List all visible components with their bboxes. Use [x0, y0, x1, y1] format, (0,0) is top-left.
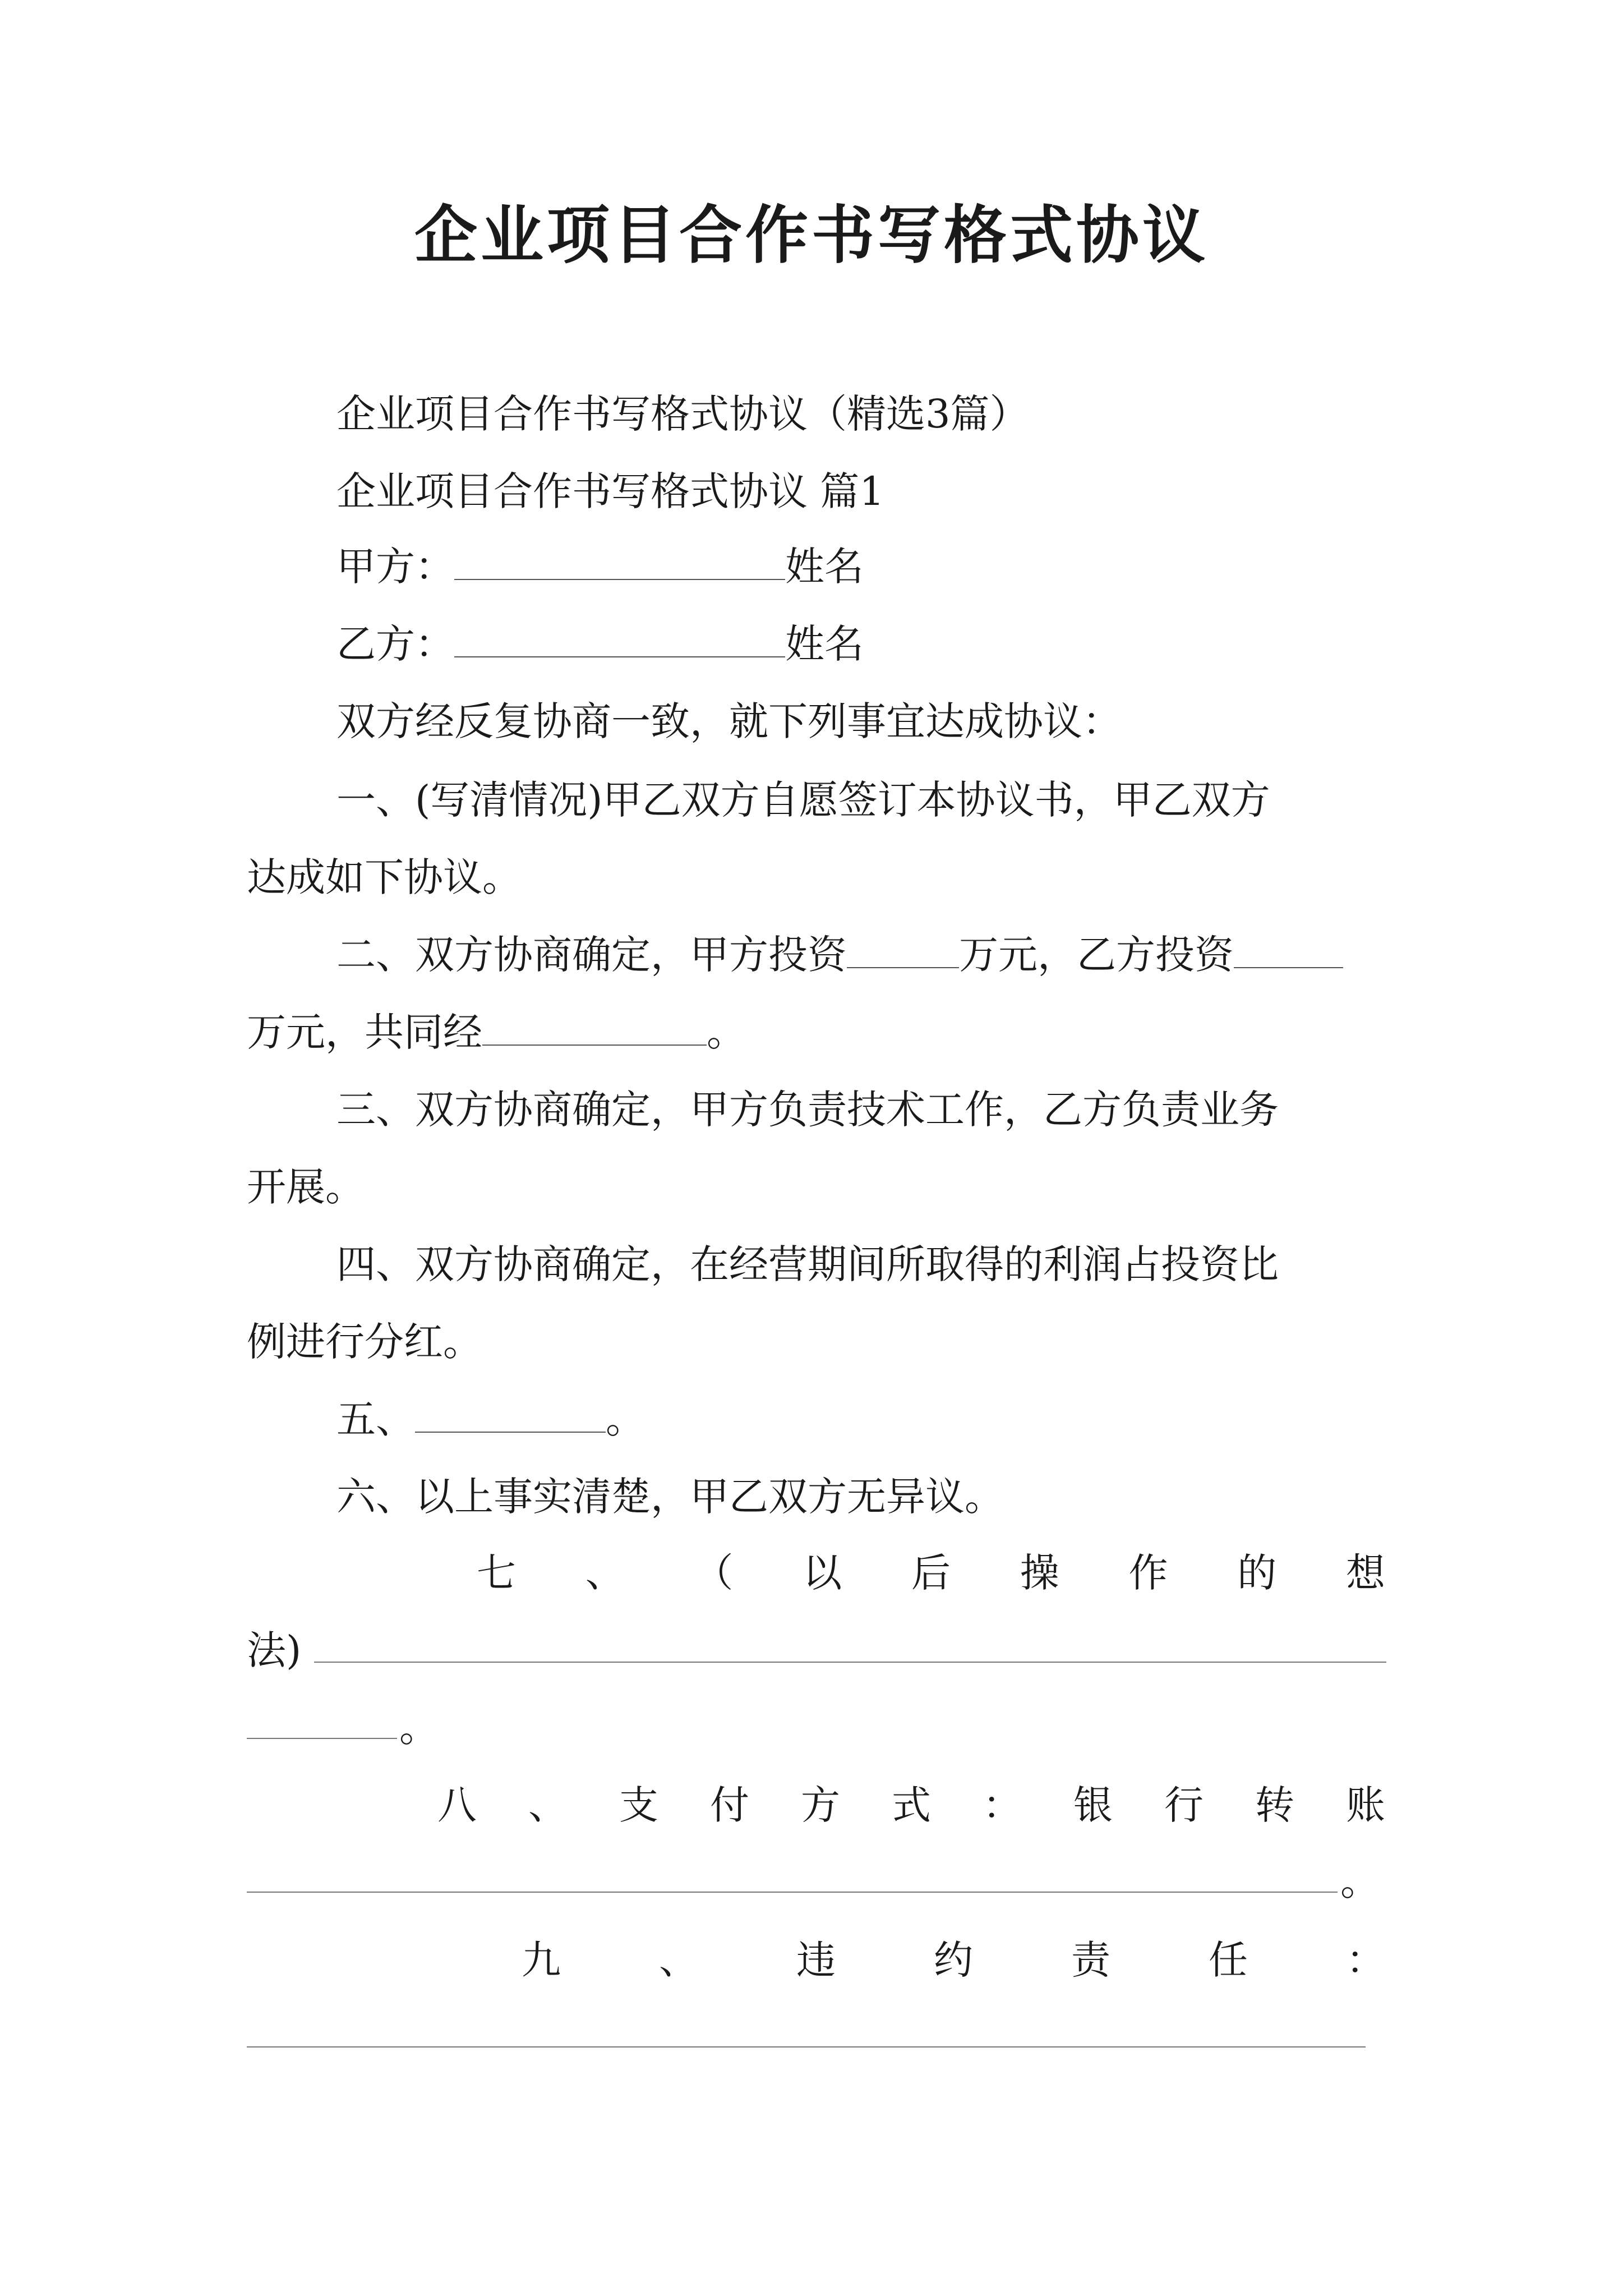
- clause-5-label: 五、: [336, 1396, 415, 1442]
- clause-7-line-1: [477, 1545, 1385, 1601]
- clause-8-char: 行: [1164, 1782, 1204, 1828]
- clause-8-end: 。: [1340, 1858, 1380, 1904]
- party-b-label: 乙方：: [336, 621, 454, 667]
- clause-9-char: 违: [796, 1937, 836, 1983]
- clause-7-char: 、: [585, 1550, 625, 1596]
- clause-9-blank: [247, 2046, 1366, 2047]
- clause-9-char: 九: [522, 1937, 561, 1983]
- clause-9-char: 责: [1071, 1937, 1110, 1983]
- party-a-label: 甲方：: [336, 544, 454, 590]
- clause-8-char: 八: [437, 1782, 477, 1828]
- clause-2-blank-c: [482, 1011, 707, 1046]
- clause-9-char: ：: [1346, 1937, 1385, 1983]
- section-heading: 企业项目合作书写格式协议 篇1: [336, 468, 884, 514]
- clause-7-char: 的: [1237, 1550, 1277, 1596]
- clause-5-blank: [415, 1398, 606, 1433]
- clause-8-char: 、: [528, 1782, 568, 1828]
- clause-8-line-1: [437, 1777, 1385, 1833]
- clause-2-line-1: [336, 927, 1343, 983]
- clause-1-line-2: 达成如下协议。: [247, 854, 522, 900]
- clause-3-line-2: 开展。: [247, 1164, 365, 1210]
- clause-8-char: 方: [801, 1782, 840, 1828]
- clause-2-part-1: 二、双方协商确定，甲方投资: [336, 932, 847, 978]
- clause-8-char: 付: [710, 1782, 749, 1828]
- party-b-line: [336, 616, 864, 672]
- party-b-suffix: 姓名: [785, 621, 864, 667]
- clause-3-line-1: 三、双方协商确定，甲方负责技术工作，乙方负责业务: [336, 1087, 1279, 1133]
- clause-4-line-1: 四、双方协商确定，在经营期间所取得的利润占投资比: [336, 1241, 1279, 1287]
- clause-2-blank-b: [1234, 933, 1343, 968]
- clause-4-line-2: 例进行分红。: [247, 1319, 482, 1365]
- party-a-blank: [454, 545, 785, 580]
- clause-2-part-2: 万元，乙方投资: [959, 932, 1234, 978]
- party-a-suffix: 姓名: [785, 544, 864, 590]
- clause-7-char: 想: [1346, 1550, 1385, 1596]
- party-a-line: [336, 539, 864, 595]
- clause-2-blank-a: [847, 933, 959, 968]
- intro-paragraph: 双方经反复协商一致，就下列事宜达成协议：: [336, 698, 1122, 744]
- clause-8-char: 支: [619, 1782, 658, 1828]
- clause-6-line: 六、以上事实清楚，甲乙双方无异议。: [336, 1474, 1004, 1520]
- clause-2-line-2: [247, 1004, 746, 1060]
- clause-9-char: 任: [1209, 1937, 1248, 1983]
- clause-7-char: 七: [477, 1550, 516, 1596]
- clause-7-char: 作: [1128, 1550, 1168, 1596]
- clause-2-line-2-text: 万元，共同经: [247, 1009, 482, 1055]
- clause-8-blank: [247, 1892, 1338, 1893]
- subtitle: 企业项目合作书写格式协议（精选3篇）: [336, 391, 1029, 437]
- clause-9-char: 、: [659, 1937, 698, 1983]
- clause-8-char: 式: [892, 1782, 931, 1828]
- clause-7-char: 操: [1020, 1550, 1059, 1596]
- clause-7-char: 以: [803, 1550, 842, 1596]
- clause-7-end: 。: [399, 1705, 439, 1751]
- party-b-blank: [454, 623, 785, 657]
- clause-7-blank-b: [247, 1738, 397, 1739]
- clause-9-line-1: [522, 1932, 1385, 1988]
- clause-1-line-1: 一、(写清情况)甲乙双方自愿签订本协议书，甲乙双方: [336, 777, 1270, 823]
- clause-8-char: ：: [983, 1782, 1022, 1828]
- clause-5-end: 。: [606, 1396, 645, 1442]
- clause-7-char: 后: [911, 1550, 951, 1596]
- page-title: 企业项目合作书写格式协议: [414, 199, 1209, 272]
- clause-8-char: 银: [1073, 1782, 1113, 1828]
- clause-8-char: 转: [1255, 1782, 1294, 1828]
- clause-7-line-2: 法): [247, 1627, 302, 1673]
- clause-2-line-2-end: 。: [707, 1009, 746, 1055]
- clause-8-char: 账: [1346, 1782, 1385, 1828]
- clause-9-char: 约: [934, 1937, 973, 1983]
- clause-7-blank-a: [314, 1662, 1386, 1663]
- clause-5-line: [336, 1391, 645, 1447]
- clause-7-char: （: [694, 1550, 734, 1596]
